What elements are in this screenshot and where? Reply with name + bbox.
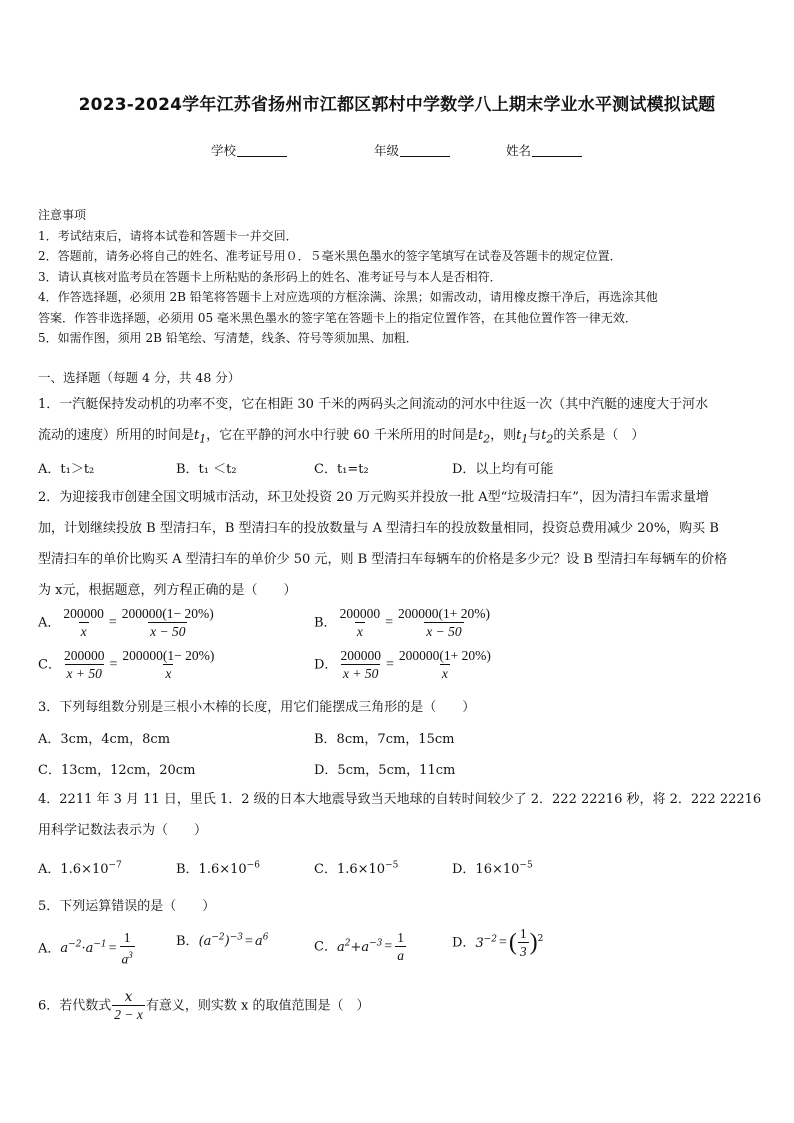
notice-item: 答案．作答非选择题，必须用 05 毫米黑色墨水的签字笔在答题卡上的指定位置作答，在其他位置作答一律无效． (38, 310, 637, 325)
notice-item: 3．请认真核对监考员在答题卡上所粘贴的条形码上的姓名、准考证号与本人是否相符． (38, 269, 502, 284)
q4-line2: 用科学记数法表示为（ ） (38, 823, 208, 838)
q4-option-d: D．$16\times 10^{-5}$ (452, 860, 533, 877)
notice-item: 1．考试结束后，请将本试卷和答题卡一并交回． (38, 228, 298, 243)
q4-line1: 4．2211 年 3 月 11 日，里氏 1．2 级的日本大地震导致当天地球的自转时间较少了 2．222 22216 秒，将 2．222 22216 (38, 792, 762, 807)
q5-option-d: D．$3^{-2}$ =( $\frac{1}{3}$ )$^2$ (452, 926, 544, 959)
q2-line2: 加，计划继续投放 B 型清扫车，B 型清扫车的投放数量与 A 型清扫车的投放数量相同，投资总费用减少 20%，购买 B (38, 521, 719, 536)
question-2 (38, 482, 758, 606)
q3-stem: 3．下列每组数分别是三根小木棒的长度，用它们能摆成三角形的是（ ） (38, 700, 476, 715)
q5-option-a: A．$a^{-2}\cdot a^{-1}$ = $\frac{1}{a^3}$ (38, 930, 133, 967)
question-6: 6．若代数式 $\frac{x}{2 - x}$ 有意义，则实数 x 的取值范围是（ ） (38, 989, 370, 1022)
q1-option-c: C．t₁=t₂ (314, 462, 369, 477)
q1-option-d: D．以上均有可能 (452, 462, 554, 477)
section-heading: 一、选择题（每题 4 分，共 48 分） (38, 370, 241, 385)
q4-option-b: B．$1.6\times 10^{-6}$ (176, 860, 260, 877)
q2-option-d: D． $\frac{200000}{x + 50}$ = $\frac{200000(1+ 20\%)}{x}$ (314, 648, 491, 681)
q4-option-a: A．$1.6\times 10^{-7}$ (38, 860, 122, 877)
notice-heading: 注意事项 (38, 208, 87, 222)
q2-option-c: C． $\frac{200000}{x + 50}$ = $\frac{200000(1- 20\%)}{x}$ (38, 648, 215, 681)
notice-section (38, 205, 758, 349)
q4-option-c: C．$1.6\times 10^{-5}$ (314, 860, 399, 877)
q5-option-b: B．$(a^{-2})^{-3} = a^6$ (176, 932, 269, 949)
q3-option-c: C．13cm，12cm，20cm (38, 763, 196, 778)
q2-line4: 为 x元，根据题意，列方程正确的是（ ） (38, 583, 297, 598)
q1-line2: 流动的速度）所用的时间是$t_1$，它在平静的河水中行驶 60 千米所用的时间是$t_2$，则$t_1$与$t_2$的关系是（ ） (38, 428, 645, 446)
q2-option-a: A． $\frac{200000}{x}$ = $\frac{200000(1- 20\%)}{x - 50}$ (38, 606, 214, 639)
question-4 (38, 784, 762, 846)
q5-option-c: C．$a^2+a^{-3}$ = $\frac{1}{a}$ (314, 930, 405, 963)
school-label: 学校 (211, 143, 237, 158)
name-label: 姓名 (506, 143, 532, 158)
grade-field[interactable] (374, 141, 450, 159)
q3-option-d: D．5cm，5cm，11cm (314, 763, 456, 778)
q5-stem: 5．下列运算错误的是（ ） (38, 899, 216, 914)
q2-option-b: B． $\frac{200000}{x}$ = $\frac{200000(1+ 20\%)}{x - 50}$ (314, 606, 490, 639)
notice-item: 5．如需作图，须用 2B 铅笔绘、写清楚，线条、符号等须加黑、加粗． (38, 331, 418, 345)
name-field[interactable] (506, 141, 582, 159)
q2-line3: 型清扫车的单价比购买 A 型清扫车的单价少 50 元，则 B 型清扫车每辆车的价格是多少元？设 B 型清扫车每辆车的价格 (38, 552, 728, 567)
school-field[interactable] (211, 141, 287, 159)
notice-item: 2．答题前，请务必将自己的姓名、准考证号用０．５毫米黑色墨水的签字笔填写在试卷及答题卡的规定位置． (38, 249, 622, 263)
grade-label: 年级 (374, 143, 400, 158)
notice-item: 4．作答选择题，必须用 2B 铅笔将答题卡上对应选项的方框涂满、涂黑；如需改动，请用橡皮擦干净后，再选涂其他 (38, 290, 658, 304)
q3-option-a: A．3cm，4cm，8cm (38, 732, 171, 747)
q2-line1: 2．为迎接我市创建全国文明城市活动，环卫处投资 20 万元购买并投放一批 A型“垃圾清扫车”，因为清扫车需求量增 (38, 490, 709, 505)
q1-option-b: B．t₁ ＜t₂ (176, 462, 237, 477)
q1-line1: 1．一汽艇保持发动机的功率不变，它在相距 30 千米的两码头之间流动的河水中往返一次（其中汽艇的速度大于河水 (38, 397, 709, 412)
q1-option-a: A．t₁＞t₂ (38, 462, 95, 477)
question-1 (38, 389, 758, 455)
q3-option-b: B．8cm，7cm，15cm (314, 732, 455, 747)
exam-title: 2023-2024学年江苏省扬州市江都区郭村中学数学八上期末学业水平测试模拟试题 (78, 95, 716, 115)
